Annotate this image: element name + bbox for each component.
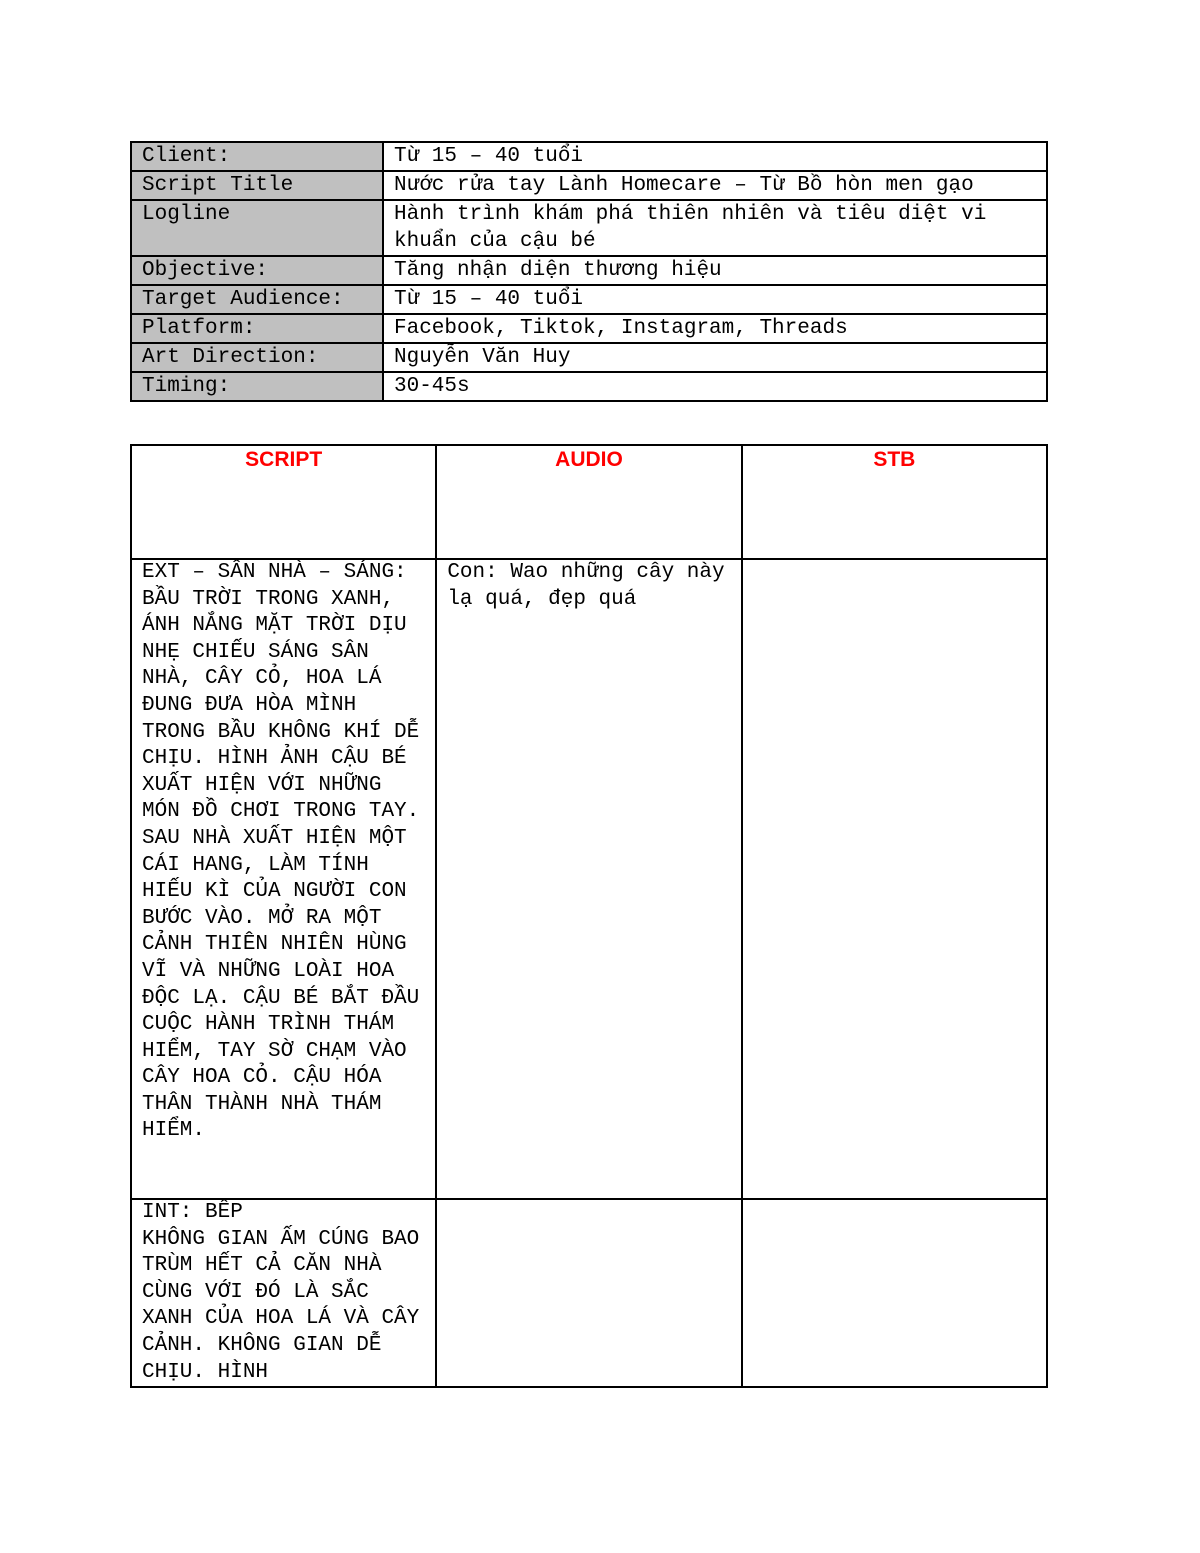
info-label: Logline: [131, 200, 383, 256]
info-value: 30-45s: [383, 372, 1047, 401]
info-row-target-audience: [131, 285, 1047, 314]
info-value: Facebook, Tiktok, Instagram, Threads: [383, 314, 1047, 343]
stb-cell: [742, 1199, 1047, 1387]
info-label: Client:: [131, 142, 383, 171]
stb-cell: [742, 559, 1047, 1199]
info-label: Platform:: [131, 314, 383, 343]
info-label: Objective:: [131, 256, 383, 285]
info-value: Nguyễn Văn Huy: [383, 343, 1047, 372]
info-label: Script Title: [131, 171, 383, 200]
info-label: Target Audience:: [131, 285, 383, 314]
info-row-timing: [131, 372, 1047, 401]
script-header-row: [131, 445, 1047, 559]
script-cell: EXT – SÂN NHÀ – SÁNG: BẦU TRỜI TRONG XANH, ÁNH NẮNG MẶT TRỜI DỊU NHẸ CHIẾU SÁNG SÂN NHÀ, CÂY CỎ, HOA LÁ ĐUNG ĐƯA HÒA MÌNH TRONG BẦU KHÔNG KHÍ DỄ CHỊU. HÌNH ẢNH CẬU BÉ XUẤT HIỆN VỚI NHỮNG MÓN ĐỒ CHƠI TRONG TAY. SAU NHÀ XUẤT HIỆN MỘT CÁI HANG, LÀM TÍNH HIẾU KÌ CỦA NGƯỜI CON BƯỚC VÀO. MỞ RA MỘT CẢNH THIÊN NHIÊN HÙNG VĨ VÀ NHỮNG LOÀI HOA ĐỘC LẠ. CẬU BÉ BẮT ĐẦU CUỘC HÀNH TRÌNH THÁM HIỂM, TAY SỜ CHẠM VÀO CÂY HOA CỎ. CẬU HÓA THÂN THÀNH NHÀ THÁM HIỂM.: [131, 559, 436, 1199]
info-row-script-title: [131, 171, 1047, 200]
info-row-objective: [131, 256, 1047, 285]
info-value: Từ 15 – 40 tuổi: [383, 142, 1047, 171]
info-value: Tăng nhận diện thương hiệu: [383, 256, 1047, 285]
info-value: Hành trình khám phá thiên nhiên và tiêu diệt vi khuẩn của cậu bé: [383, 200, 1047, 256]
script-breakdown-table: [130, 444, 1048, 1388]
info-row-client: [131, 142, 1047, 171]
column-header-stb: STB: [742, 445, 1047, 559]
info-label: Timing:: [131, 372, 383, 401]
column-header-script: SCRIPT: [131, 445, 436, 559]
info-value: Từ 15 – 40 tuổi: [383, 285, 1047, 314]
script-row: [131, 1199, 1047, 1387]
column-header-audio: AUDIO: [436, 445, 741, 559]
script-info-table: [130, 141, 1048, 402]
info-row-art-direction: [131, 343, 1047, 372]
script-row: [131, 559, 1047, 1199]
script-cell: INT: BẾP KHÔNG GIAN ẤM CÚNG BAO TRÙM HẾT CẢ CĂN NHÀ CÙNG VỚI ĐÓ LÀ SẮC XANH CỦA HOA LÁ VÀ CÂY CẢNH. KHÔNG GIAN DỄ CHỊU. HÌNH: [131, 1199, 436, 1387]
audio-cell: [436, 1199, 741, 1387]
audio-cell: Con: Wao những cây này lạ quá, đẹp quá: [436, 559, 741, 1199]
info-row-logline: [131, 200, 1047, 256]
info-value: Nước rửa tay Lành Homecare – Từ Bồ hòn men gạo: [383, 171, 1047, 200]
info-label: Art Direction:: [131, 343, 383, 372]
info-row-platform: [131, 314, 1047, 343]
